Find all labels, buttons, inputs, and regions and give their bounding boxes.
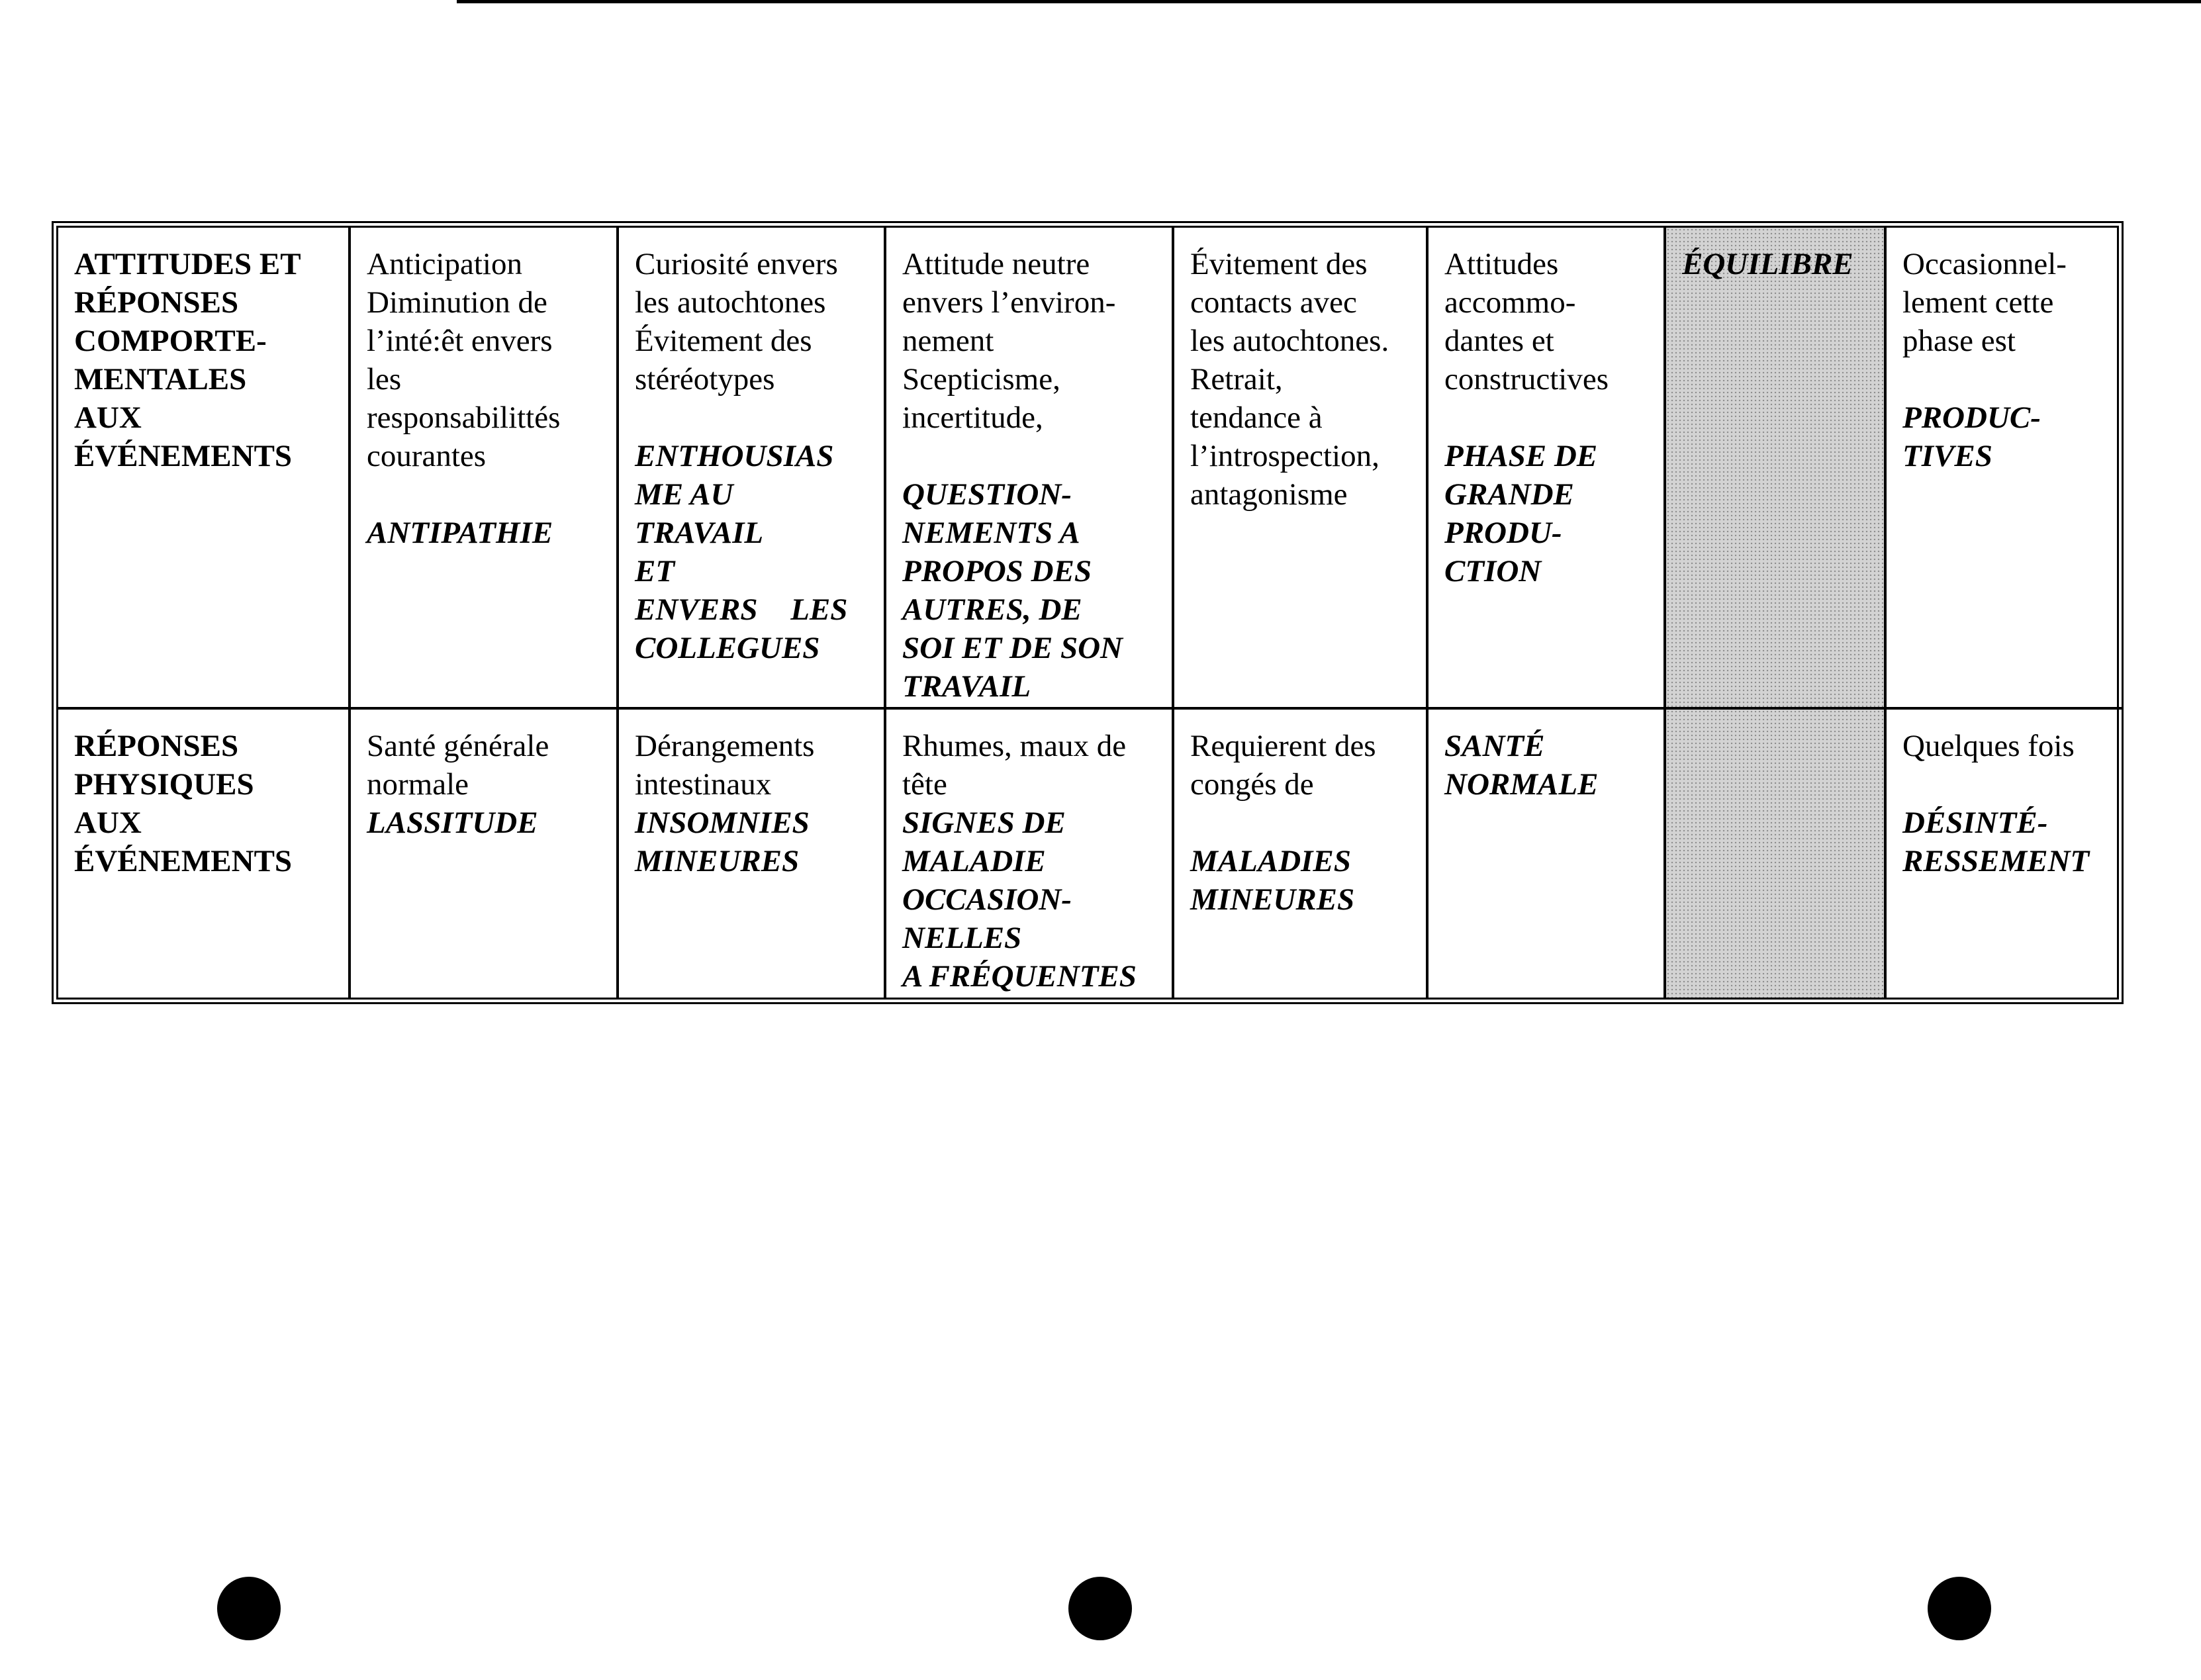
cell-text-line: Dérangements [635, 729, 815, 763]
cell-attitudes-phase-5 [1427, 228, 1665, 708]
cell-keyword: MINEURES [635, 844, 800, 878]
row-header-line: AUX [74, 806, 142, 840]
cell-text-line: les autochtones. [1190, 324, 1389, 358]
row-header-line: MENTALES [74, 362, 247, 397]
spacer [1190, 804, 1413, 842]
cell-attitudes-phase-4 [1173, 228, 1427, 708]
row-header-attitudes [58, 228, 350, 708]
cell-keyword: LASSITUDE [367, 806, 538, 840]
top-edge-rule [457, 0, 2201, 3]
phases-table [52, 221, 2124, 1004]
row-header-physiques [58, 708, 350, 998]
cell-text-line: accommo- [1444, 285, 1576, 320]
cell-text-line: nement [902, 324, 994, 358]
cell-text-line: Scepticisme, [902, 362, 1060, 397]
cell-keyword: NELLES [902, 921, 1022, 955]
cell-keyword: TRAVAIL [635, 516, 764, 550]
cell-text-line: congés de [1190, 767, 1314, 802]
cell-keyword: GRANDE [1444, 477, 1574, 512]
cell-text-line: constructives [1444, 362, 1609, 397]
cell-keyword: PRODUC- [1902, 400, 2041, 435]
spacer [1902, 765, 2110, 804]
cell-keyword: DÉSINTÉ- [1902, 806, 2048, 840]
cell-keyword: TIVES [1902, 439, 1992, 473]
cell-keyword: NORMALE [1444, 767, 1599, 802]
cell-text-line: Occasionnel- [1902, 247, 2067, 281]
cell-text-line: incertitude, [902, 400, 1043, 435]
cell-text-line: Quelques fois [1902, 729, 2075, 763]
cell-text-line: responsabilittés [367, 400, 561, 435]
cell-text-line: les autochtones [635, 285, 826, 320]
cell-text-line: Anticipation [367, 247, 522, 281]
cell-physiques-phase-7 [1885, 708, 2124, 998]
cell-text-line: Curiosité envers [635, 247, 838, 281]
cell-text-line: Attitudes [1444, 247, 1559, 281]
cell-text-line: l’introspection, [1190, 439, 1380, 473]
cell-attitudes-phase-7 [1885, 228, 2124, 708]
cell-keyword: PRODU- [1444, 516, 1562, 550]
cell-text-line: tendance à [1190, 400, 1323, 435]
row-header-line: ATTITUDES ET [74, 247, 301, 281]
cell-keyword: ENTHOUSIAS [635, 439, 834, 473]
cell-keyword: CTION [1444, 554, 1542, 588]
cell-text-line: Évitement des [1190, 247, 1368, 281]
table-row-physiques [58, 708, 2124, 998]
cell-keyword: PROPOS DES [902, 554, 1092, 588]
cell-text-line: Requierent des [1190, 729, 1376, 763]
cell-keyword: OCCASION- [902, 882, 1072, 917]
cell-text-line: l’inté:êt envers [367, 324, 553, 358]
cell-keyword: MINEURES [1190, 882, 1355, 917]
cell-keyword: ANTIPATHIE [367, 516, 553, 550]
cell-keyword: ME AU [635, 477, 733, 512]
row-header-line: COMPORTE- [74, 324, 267, 358]
table-row-attitudes [58, 228, 2124, 708]
cell-keyword: TRAVAIL [902, 669, 1031, 704]
cell-keyword: ET [635, 554, 675, 588]
cell-keyword: NEMENTS A [902, 516, 1080, 550]
cell-attitudes-phase-1 [350, 228, 618, 708]
row-header-line: RÉPONSES [74, 285, 239, 320]
cell-text-line: Évitement des [635, 324, 812, 358]
row-header-line: ÉVÉNEMENTS [74, 439, 293, 473]
phases-grid [58, 228, 2124, 998]
cell-physiques-phase-3 [885, 708, 1173, 998]
spacer [1444, 398, 1650, 437]
cell-attitudes-phase-2 [618, 228, 885, 708]
cell-keyword: MALADIE [902, 844, 1046, 878]
cell-text-line: Rhumes, maux de [902, 729, 1127, 763]
row-header-line: PHYSIQUES [74, 767, 254, 802]
cell-text-line: antagonisme [1190, 477, 1348, 512]
binder-hole-center [1068, 1577, 1132, 1640]
spacer [635, 398, 870, 437]
cell-physiques-phase-5 [1427, 708, 1665, 998]
cell-keyword: SIGNES DE [902, 806, 1066, 840]
cell-physiques-phase-6-shaded [1665, 708, 1885, 998]
cell-keyword: ENVERS LES [635, 592, 848, 627]
cell-physiques-phase-1 [350, 708, 618, 998]
cell-keyword: ÉQUILIBRE [1682, 247, 1853, 281]
cell-physiques-phase-2 [618, 708, 885, 998]
binder-hole-right [1928, 1577, 1991, 1640]
binder-hole-left [217, 1577, 281, 1640]
cell-text-line: stéréotypes [635, 362, 775, 397]
cell-text-line: lement cette [1902, 285, 2054, 320]
cell-keyword: PHASE DE [1444, 439, 1598, 473]
cell-text-line: Diminution de [367, 285, 547, 320]
cell-attitudes-phase-3 [885, 228, 1173, 708]
cell-text-line: normale [367, 767, 469, 802]
cell-keyword: A FRÉQUENTES [902, 959, 1137, 994]
row-header-line: AUX [74, 400, 142, 435]
cell-keyword: AUTRES, DE [902, 592, 1082, 627]
cell-text-line: intestinaux [635, 767, 772, 802]
cell-keyword: INSOMNIES [635, 806, 810, 840]
cell-text-line: Santé générale [367, 729, 549, 763]
cell-text-line: Attitude neutre [902, 247, 1090, 281]
cell-keyword: QUESTION- [902, 477, 1072, 512]
row-header-line: RÉPONSES [74, 729, 239, 763]
cell-physiques-phase-4 [1173, 708, 1427, 998]
cell-text-line: envers l’environ- [902, 285, 1116, 320]
cell-text-line: Retrait, [1190, 362, 1283, 397]
spacer [367, 475, 603, 514]
cell-text-line: tête [902, 767, 947, 802]
cell-keyword: SANTÉ [1444, 729, 1545, 763]
row-header-line: ÉVÉNEMENTS [74, 844, 293, 878]
cell-keyword: COLLEGUES [635, 631, 820, 665]
cell-attitudes-phase-6-shaded [1665, 228, 1885, 708]
cell-text-line: les [367, 362, 402, 397]
cell-text-line: dantes et [1444, 324, 1554, 358]
spacer [1902, 360, 2110, 398]
cell-keyword: MALADIES [1190, 844, 1351, 878]
cell-text-line: courantes [367, 439, 487, 473]
spacer [902, 437, 1158, 475]
cell-keyword: RESSEMENT [1902, 844, 2090, 878]
cell-keyword: SOI ET DE SON [902, 631, 1123, 665]
cell-text-line: contacts avec [1190, 285, 1357, 320]
cell-text-line: phase est [1902, 324, 2016, 358]
